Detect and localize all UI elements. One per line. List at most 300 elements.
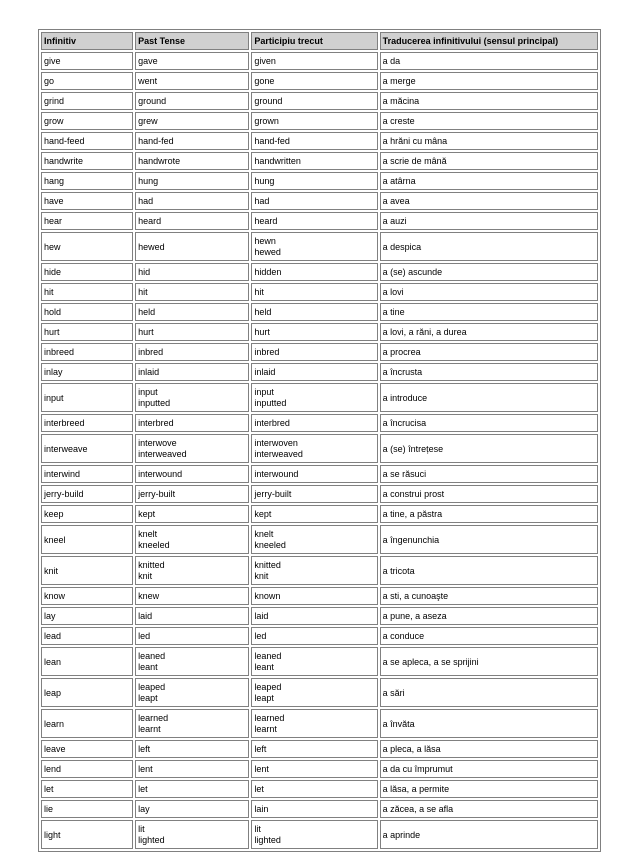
table-row: [41, 800, 598, 818]
translation-cell: [380, 780, 598, 798]
cell-text: held: [138, 307, 156, 317]
cell-text: laid: [138, 611, 153, 621]
table-row: [41, 709, 598, 738]
table-row: [41, 363, 598, 381]
translation-cell: [380, 283, 598, 301]
translation-cell: [380, 212, 598, 230]
table-row: [41, 212, 598, 230]
table-row: [41, 52, 598, 70]
infinitive-cell: [41, 112, 133, 130]
cell-text: lend: [44, 764, 62, 774]
cell-text: inlaid: [254, 367, 276, 377]
table-row: [41, 172, 598, 190]
past-participle-cell: [251, 172, 377, 190]
past-tense-cell: [135, 607, 249, 625]
cell-text: learned: [254, 713, 285, 723]
cell-text: interbreed: [44, 418, 85, 428]
header-translation: Traducerea infinitivului (sensul principal): [380, 32, 598, 50]
past-participle-cell: [251, 505, 377, 523]
table-row: [41, 627, 598, 645]
cell-text: hung: [138, 176, 159, 186]
past-participle-cell: [251, 434, 377, 463]
cell-text: ground: [138, 96, 167, 106]
past-tense-cell: [135, 760, 249, 778]
cell-text: a despica: [382, 241, 422, 252]
table-row: [41, 303, 598, 321]
infinitive-cell: [41, 678, 133, 707]
cell-text: a se apleca, a se sprijini: [382, 656, 479, 667]
past-tense-cell: [135, 587, 249, 605]
cell-text: a aprinde: [382, 829, 421, 840]
cell-text: keep: [44, 509, 64, 519]
cell-text: leant: [138, 662, 158, 672]
translation-cell: [380, 72, 598, 90]
past-participle-cell: [251, 363, 377, 381]
translation-cell: [380, 485, 598, 503]
cell-text: knelt: [254, 529, 274, 539]
cell-text: interweave: [44, 443, 88, 454]
cell-text: hit: [138, 287, 148, 297]
past-participle-cell: [251, 72, 377, 90]
cell-text: a pune, a aseza: [382, 611, 447, 621]
cell-text: interwove: [138, 438, 177, 448]
cell-text: lit: [138, 824, 145, 834]
cell-text: a merge: [382, 76, 416, 86]
cell-text: interweaved: [254, 449, 303, 459]
cell-text: interweaved: [138, 449, 187, 459]
cell-text: have: [44, 196, 64, 206]
past-participle-cell: [251, 192, 377, 210]
past-tense-cell: [135, 505, 249, 523]
cell-text: ground: [254, 96, 283, 106]
cell-text: handwrote: [138, 156, 181, 166]
cell-text: a zăcea, a se afla: [382, 804, 454, 814]
past-participle-cell: [251, 800, 377, 818]
past-participle-cell: [251, 414, 377, 432]
translation-cell: [380, 740, 598, 758]
cell-text: interwind: [44, 469, 81, 479]
cell-text: heard: [138, 216, 162, 226]
past-participle-cell: [251, 465, 377, 483]
translation-cell: [380, 172, 598, 190]
past-participle-cell: [251, 212, 377, 230]
infinitive-cell: [41, 212, 133, 230]
cell-text: knelt: [138, 529, 158, 539]
cell-text: interbred: [254, 418, 290, 428]
cell-text: lain: [254, 804, 269, 814]
cell-text: leapt: [138, 693, 158, 703]
cell-text: leant: [254, 662, 274, 672]
translation-cell: [380, 232, 598, 261]
table-row: [41, 92, 598, 110]
past-tense-cell: [135, 627, 249, 645]
infinitive-cell: [41, 780, 133, 798]
cell-text: hide: [44, 267, 62, 277]
translation-cell: [380, 434, 598, 463]
table-row: [41, 434, 598, 463]
past-participle-cell: [251, 52, 377, 70]
cell-text: a (se) întrețese: [382, 443, 444, 454]
cell-text: lit: [254, 824, 261, 834]
cell-text: heard: [254, 216, 278, 226]
translation-cell: [380, 607, 598, 625]
cell-text: a lovi, a răni, a durea: [382, 327, 467, 337]
infinitive-cell: [41, 172, 133, 190]
cell-text: hid: [138, 267, 151, 277]
past-tense-cell: [135, 232, 249, 261]
cell-text: let: [44, 784, 54, 794]
cell-text: hewed: [254, 247, 281, 257]
translation-cell: [380, 323, 598, 341]
translation-cell: [380, 820, 598, 849]
cell-text: inbred: [138, 347, 164, 357]
past-participle-cell: [251, 132, 377, 150]
infinitive-cell: [41, 800, 133, 818]
cell-text: known: [254, 591, 281, 601]
table-row: [41, 760, 598, 778]
past-tense-cell: [135, 152, 249, 170]
past-participle-cell: [251, 283, 377, 301]
past-participle-cell: [251, 303, 377, 321]
cell-text: input: [44, 392, 64, 403]
infinitive-cell: [41, 709, 133, 738]
cell-text: hit: [254, 287, 264, 297]
cell-text: jerry-built: [254, 489, 292, 499]
cell-text: a măcina: [382, 96, 420, 106]
translation-cell: [380, 112, 598, 130]
translation-cell: [380, 303, 598, 321]
table-row: [41, 780, 598, 798]
past-participle-cell: [251, 152, 377, 170]
cell-text: lighted: [254, 835, 281, 845]
infinitive-cell: [41, 414, 133, 432]
past-participle-cell: [251, 343, 377, 361]
irregular-verbs-table: [38, 29, 601, 852]
past-tense-cell: [135, 465, 249, 483]
cell-text: a conduce: [382, 631, 425, 641]
table-row: [41, 383, 598, 412]
translation-cell: [380, 678, 598, 707]
infinitive-cell: [41, 92, 133, 110]
cell-text: had: [254, 196, 270, 206]
cell-text: knitted: [254, 560, 281, 570]
cell-text: knitted: [138, 560, 165, 570]
cell-text: hurt: [44, 327, 60, 337]
cell-text: hand-fed: [254, 136, 290, 146]
past-participle-cell: [251, 760, 377, 778]
infinitive-cell: [41, 525, 133, 554]
infinitive-cell: [41, 587, 133, 605]
infinitive-cell: [41, 263, 133, 281]
cell-text: leap: [44, 687, 62, 698]
cell-text: interwound: [138, 469, 183, 479]
cell-text: lent: [254, 764, 269, 774]
cell-text: inputted: [138, 398, 171, 408]
past-participle-cell: [251, 556, 377, 585]
cell-text: a hrăni cu mâna: [382, 136, 448, 146]
translation-cell: [380, 760, 598, 778]
translation-cell: [380, 132, 598, 150]
cell-text: grew: [138, 116, 158, 126]
table-row: [41, 232, 598, 261]
infinitive-cell: [41, 627, 133, 645]
past-participle-cell: [251, 485, 377, 503]
cell-text: a creste: [382, 116, 415, 126]
cell-text: given: [254, 56, 276, 66]
cell-text: hold: [44, 307, 62, 317]
past-tense-cell: [135, 820, 249, 849]
infinitive-cell: [41, 607, 133, 625]
cell-text: knit: [138, 571, 153, 581]
cell-text: lie: [44, 804, 54, 814]
cell-text: hewn: [254, 236, 276, 246]
table-row: [41, 647, 598, 676]
cell-text: lead: [44, 631, 62, 641]
cell-text: knew: [138, 591, 160, 601]
infinitive-cell: [41, 740, 133, 758]
cell-text: lent: [138, 764, 153, 774]
cell-text: inlaid: [138, 367, 160, 377]
cell-text: leaned: [254, 651, 282, 661]
table-row: [41, 263, 598, 281]
cell-text: leaped: [138, 682, 166, 692]
cell-text: know: [44, 591, 66, 601]
past-tense-cell: [135, 52, 249, 70]
infinitive-cell: [41, 192, 133, 210]
cell-text: inputted: [254, 398, 287, 408]
past-participle-cell: [251, 709, 377, 738]
cell-text: a lăsa, a permite: [382, 784, 450, 794]
table-row: [41, 192, 598, 210]
past-tense-cell: [135, 363, 249, 381]
past-tense-cell: [135, 263, 249, 281]
past-tense-cell: [135, 740, 249, 758]
cell-text: hang: [44, 176, 65, 186]
cell-text: a învăta: [382, 718, 415, 729]
cell-text: left: [138, 744, 151, 754]
translation-cell: [380, 587, 598, 605]
past-tense-cell: [135, 172, 249, 190]
cell-text: leapt: [254, 693, 274, 703]
translation-cell: [380, 343, 598, 361]
table-row: [41, 820, 598, 849]
infinitive-cell: [41, 323, 133, 341]
translation-cell: [380, 414, 598, 432]
table-row: [41, 414, 598, 432]
past-tense-cell: [135, 414, 249, 432]
past-tense-cell: [135, 800, 249, 818]
translation-cell: [380, 363, 598, 381]
past-participle-cell: [251, 92, 377, 110]
translation-cell: [380, 525, 598, 554]
translation-cell: [380, 709, 598, 738]
cell-text: kept: [254, 509, 272, 519]
infinitive-cell: [41, 152, 133, 170]
infinitive-cell: [41, 820, 133, 849]
infinitive-cell: [41, 465, 133, 483]
cell-text: a se răsuci: [382, 469, 427, 479]
past-tense-cell: [135, 343, 249, 361]
past-tense-cell: [135, 92, 249, 110]
past-participle-cell: [251, 820, 377, 849]
past-tense-cell: [135, 72, 249, 90]
cell-text: a procrea: [382, 347, 421, 357]
cell-text: gave: [138, 56, 158, 66]
cell-text: grown: [254, 116, 279, 126]
cell-text: handwritten: [254, 156, 301, 166]
table-row: [41, 607, 598, 625]
cell-text: interwound: [254, 469, 299, 479]
table-row: [41, 525, 598, 554]
cell-text: laid: [254, 611, 269, 621]
cell-text: leave: [44, 744, 66, 754]
translation-cell: [380, 383, 598, 412]
cell-text: jerry-built: [138, 489, 176, 499]
cell-text: interwoven: [254, 438, 298, 448]
table-row: [41, 740, 598, 758]
cell-text: knit: [44, 565, 59, 576]
table-header-row: [41, 32, 598, 50]
past-participle-cell: [251, 112, 377, 130]
cell-text: a introduce: [382, 392, 428, 403]
cell-text: hewed: [138, 241, 165, 252]
table-row: [41, 587, 598, 605]
cell-text: grind: [44, 96, 65, 106]
cell-text: kneeled: [138, 540, 170, 550]
cell-text: a încrucisa: [382, 418, 427, 428]
cell-text: a încrusta: [382, 367, 423, 377]
cell-text: let: [254, 784, 264, 794]
cell-text: a construi prost: [382, 489, 445, 499]
infinitive-cell: [41, 303, 133, 321]
cell-text: knit: [254, 571, 269, 581]
cell-text: inlay: [44, 367, 63, 377]
infinitive-cell: [41, 363, 133, 381]
cell-text: leaped: [254, 682, 282, 692]
cell-text: lay: [138, 804, 150, 814]
infinitive-cell: [41, 52, 133, 70]
cell-text: kept: [138, 509, 156, 519]
cell-text: lay: [44, 611, 56, 621]
table-row: [41, 485, 598, 503]
table-row: [41, 465, 598, 483]
cell-text: hung: [254, 176, 275, 186]
cell-text: light: [44, 829, 61, 840]
cell-text: a (se) ascunde: [382, 267, 443, 277]
cell-text: handwrite: [44, 156, 84, 166]
past-participle-cell: [251, 232, 377, 261]
past-participle-cell: [251, 740, 377, 758]
cell-text: learnt: [254, 724, 277, 734]
cell-text: hew: [44, 241, 61, 252]
translation-cell: [380, 465, 598, 483]
past-tense-cell: [135, 525, 249, 554]
infinitive-cell: [41, 556, 133, 585]
past-tense-cell: [135, 283, 249, 301]
translation-cell: [380, 647, 598, 676]
past-participle-cell: [251, 263, 377, 281]
cell-text: hear: [44, 216, 63, 226]
cell-text: hand-fed: [138, 136, 174, 146]
past-tense-cell: [135, 303, 249, 321]
cell-text: a îngenunchia: [382, 534, 440, 545]
cell-text: lighted: [138, 835, 165, 845]
infinitive-cell: [41, 505, 133, 523]
cell-text: learned: [138, 713, 169, 723]
header-infinitive: Infinitiv: [41, 32, 133, 50]
infinitive-cell: [41, 760, 133, 778]
past-tense-cell: [135, 323, 249, 341]
infinitive-cell: [41, 343, 133, 361]
cell-text: learnt: [138, 724, 161, 734]
cell-text: interbred: [138, 418, 174, 428]
cell-text: a pleca, a lăsa: [382, 744, 441, 754]
cell-text: go: [44, 76, 55, 86]
cell-text: led: [138, 631, 151, 641]
past-participle-cell: [251, 323, 377, 341]
infinitive-cell: [41, 647, 133, 676]
cell-text: hidden: [254, 267, 282, 277]
table-row: [41, 343, 598, 361]
table-body: [41, 52, 598, 849]
cell-text: had: [138, 196, 154, 206]
past-participle-cell: [251, 383, 377, 412]
cell-text: hit: [44, 287, 54, 297]
past-participle-cell: [251, 587, 377, 605]
cell-text: input: [138, 387, 158, 397]
cell-text: learn: [44, 718, 65, 729]
cell-text: a scrie de mână: [382, 156, 447, 166]
translation-cell: [380, 263, 598, 281]
translation-cell: [380, 556, 598, 585]
table-row: [41, 323, 598, 341]
cell-text: a atârna: [382, 176, 416, 186]
cell-text: a da: [382, 56, 401, 66]
infinitive-cell: [41, 283, 133, 301]
translation-cell: [380, 152, 598, 170]
cell-text: grow: [44, 116, 64, 126]
past-participle-cell: [251, 780, 377, 798]
cell-text: a lovi: [382, 287, 404, 297]
past-tense-cell: [135, 192, 249, 210]
cell-text: give: [44, 56, 61, 66]
cell-text: hand-feed: [44, 136, 85, 146]
past-participle-cell: [251, 647, 377, 676]
cell-text: a tine: [382, 307, 405, 317]
cell-text: gone: [254, 76, 275, 86]
cell-text: jerry-build: [44, 489, 84, 499]
infinitive-cell: [41, 232, 133, 261]
infinitive-cell: [41, 485, 133, 503]
cell-text: a sări: [382, 687, 405, 698]
translation-cell: [380, 627, 598, 645]
table-row: [41, 678, 598, 707]
cell-text: held: [254, 307, 272, 317]
table-row: [41, 505, 598, 523]
table-row: [41, 112, 598, 130]
cell-text: let: [138, 784, 148, 794]
cell-text: inbreed: [44, 347, 75, 357]
translation-cell: [380, 505, 598, 523]
table-row: [41, 283, 598, 301]
past-participle-cell: [251, 627, 377, 645]
cell-text: input: [254, 387, 274, 397]
past-tense-cell: [135, 709, 249, 738]
cell-text: a tricota: [382, 565, 415, 576]
table-row: [41, 72, 598, 90]
past-tense-cell: [135, 212, 249, 230]
table-row: [41, 556, 598, 585]
